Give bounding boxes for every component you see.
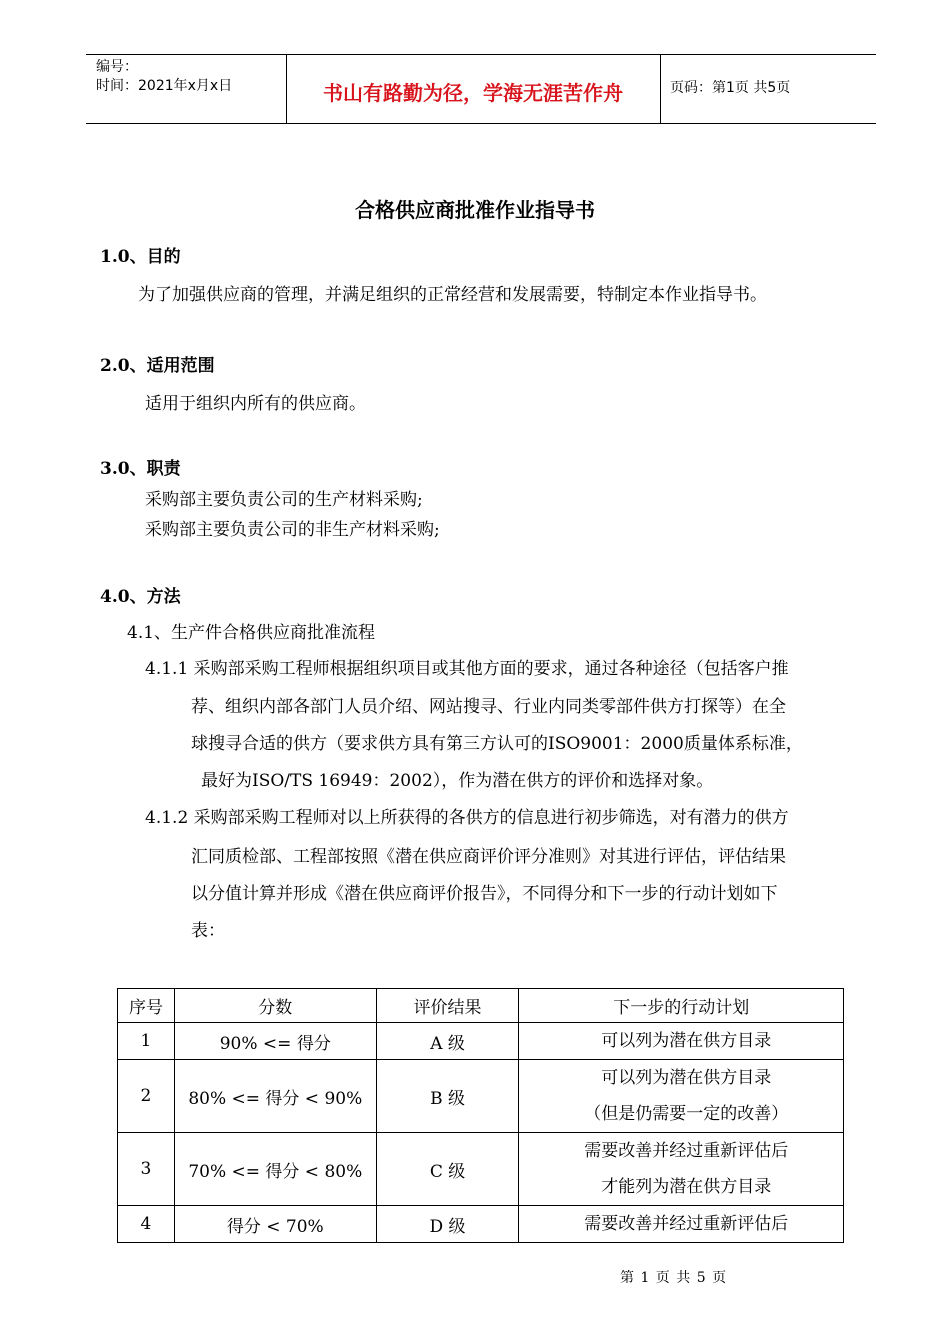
row-result: C 级 [376,1133,519,1206]
header-right-cell [660,55,876,123]
section-2-text: 适用于组织内所有的供应商。 [145,394,366,414]
section-1-heading: 1.0、目的 [100,247,181,267]
row-result: D 级 [376,1206,519,1243]
row-action-line-1: 需要改善并经过重新评估后 [584,1141,789,1161]
table-row [118,1023,844,1060]
section-3-line-2: 采购部主要负责公司的非生产材料采购; [145,520,440,540]
row-score: 得分 < 70% [174,1206,376,1243]
row-action [519,1206,844,1243]
row-no: 2 [118,1060,175,1133]
row-action-line-1: 需要改善并经过重新评估后 [584,1214,789,1234]
row-result: A 级 [376,1023,519,1060]
section-1-text: 为了加强供应商的管理，并满足组织的正常经营和发展需要，特制定本作业指导书。 [138,285,767,305]
paragraph-4-1-1-line-4: 最好为ISO/TS 16949：2002），作为潜在供方的评价和选择对象。 [201,771,714,791]
page-footer: 第 1 页 共 5 页 [620,1270,728,1286]
row-no: 3 [118,1133,175,1206]
table-row [118,1206,844,1243]
paragraph-4-1-1-line-2: 荐、组织内部各部门人员介绍、网站搜寻、行业内同类零部件供方打探等）在全 [191,697,786,717]
header-result: 评价结果 [376,989,519,1023]
paragraph-4-1-2-line-3: 以分值计算并形成《潜在供应商评价报告》，不同得分和下一步的行动计划如下 [191,884,778,904]
table-row [118,1060,844,1133]
section-4-1-heading: 4.1、生产件合格供应商批准流程 [127,623,376,643]
header-no: 序号 [118,989,175,1023]
section-2-heading: 2.0、适用范围 [100,356,215,376]
section-4-heading: 4.0、方法 [100,587,181,607]
section-3-line-1: 采购部主要负责公司的生产材料采购; [145,490,423,510]
row-action-line-2: 才能列为潜在供方目录 [601,1177,772,1197]
section-3-heading: 3.0、职责 [100,459,181,479]
paragraph-4-1-2-line-2: 汇同质检部、工程部按照《潜在供应商评价评分准则》对其进行评估，评估结果 [191,847,786,867]
row-action-line-1: 可以列为潜在供方目录 [601,1068,772,1088]
header-left-cell [86,55,287,123]
row-action-line-1: 可以列为潜在供方目录 [601,1031,772,1051]
paragraph-4-1-2-line-1: 4.1.2 采购部采购工程师对以上所获得的各供方的信息进行初步筛选，对有潜力的供方 [145,808,789,828]
document-title: 合格供应商批准作业指导书 [355,198,595,222]
table-header-row [118,989,844,1023]
row-action [519,1023,844,1060]
time-label: 时间：2021年x月x日 [96,78,233,94]
row-no: 4 [118,1206,175,1243]
header-action: 下一步的行动计划 [519,989,844,1023]
row-score: 90% <= 得分 [174,1023,376,1060]
table-row [118,1133,844,1206]
header-motto: 书山有路勤为径，学海无涯苦作舟 [323,81,623,105]
row-action [519,1060,844,1133]
page-header [86,54,876,124]
paragraph-4-1-2-line-4: 表： [191,921,225,941]
evaluation-table [117,988,844,1243]
row-score: 80% <= 得分 < 90% [174,1060,376,1133]
paragraph-4-1-1-line-3: 球搜寻合适的供方（要求供方具有第三方认可的ISO9001：2000质量体系标准， [191,734,803,754]
paragraph-4-1-1-line-1: 4.1.1 采购部采购工程师根据组织项目或其他方面的要求，通过各种途径（包括客户推 [145,659,789,679]
header-middle-cell [286,55,661,123]
header-score: 分数 [174,989,376,1023]
number-label: 编号： [96,59,138,75]
header-page-info: 页码：第1页 共5页 [670,80,791,96]
row-result: B 级 [376,1060,519,1133]
row-action [519,1133,844,1206]
row-action-line-2: （但是仍需要一定的改善） [584,1104,789,1124]
row-score: 70% <= 得分 < 80% [174,1133,376,1206]
row-no: 1 [118,1023,175,1060]
